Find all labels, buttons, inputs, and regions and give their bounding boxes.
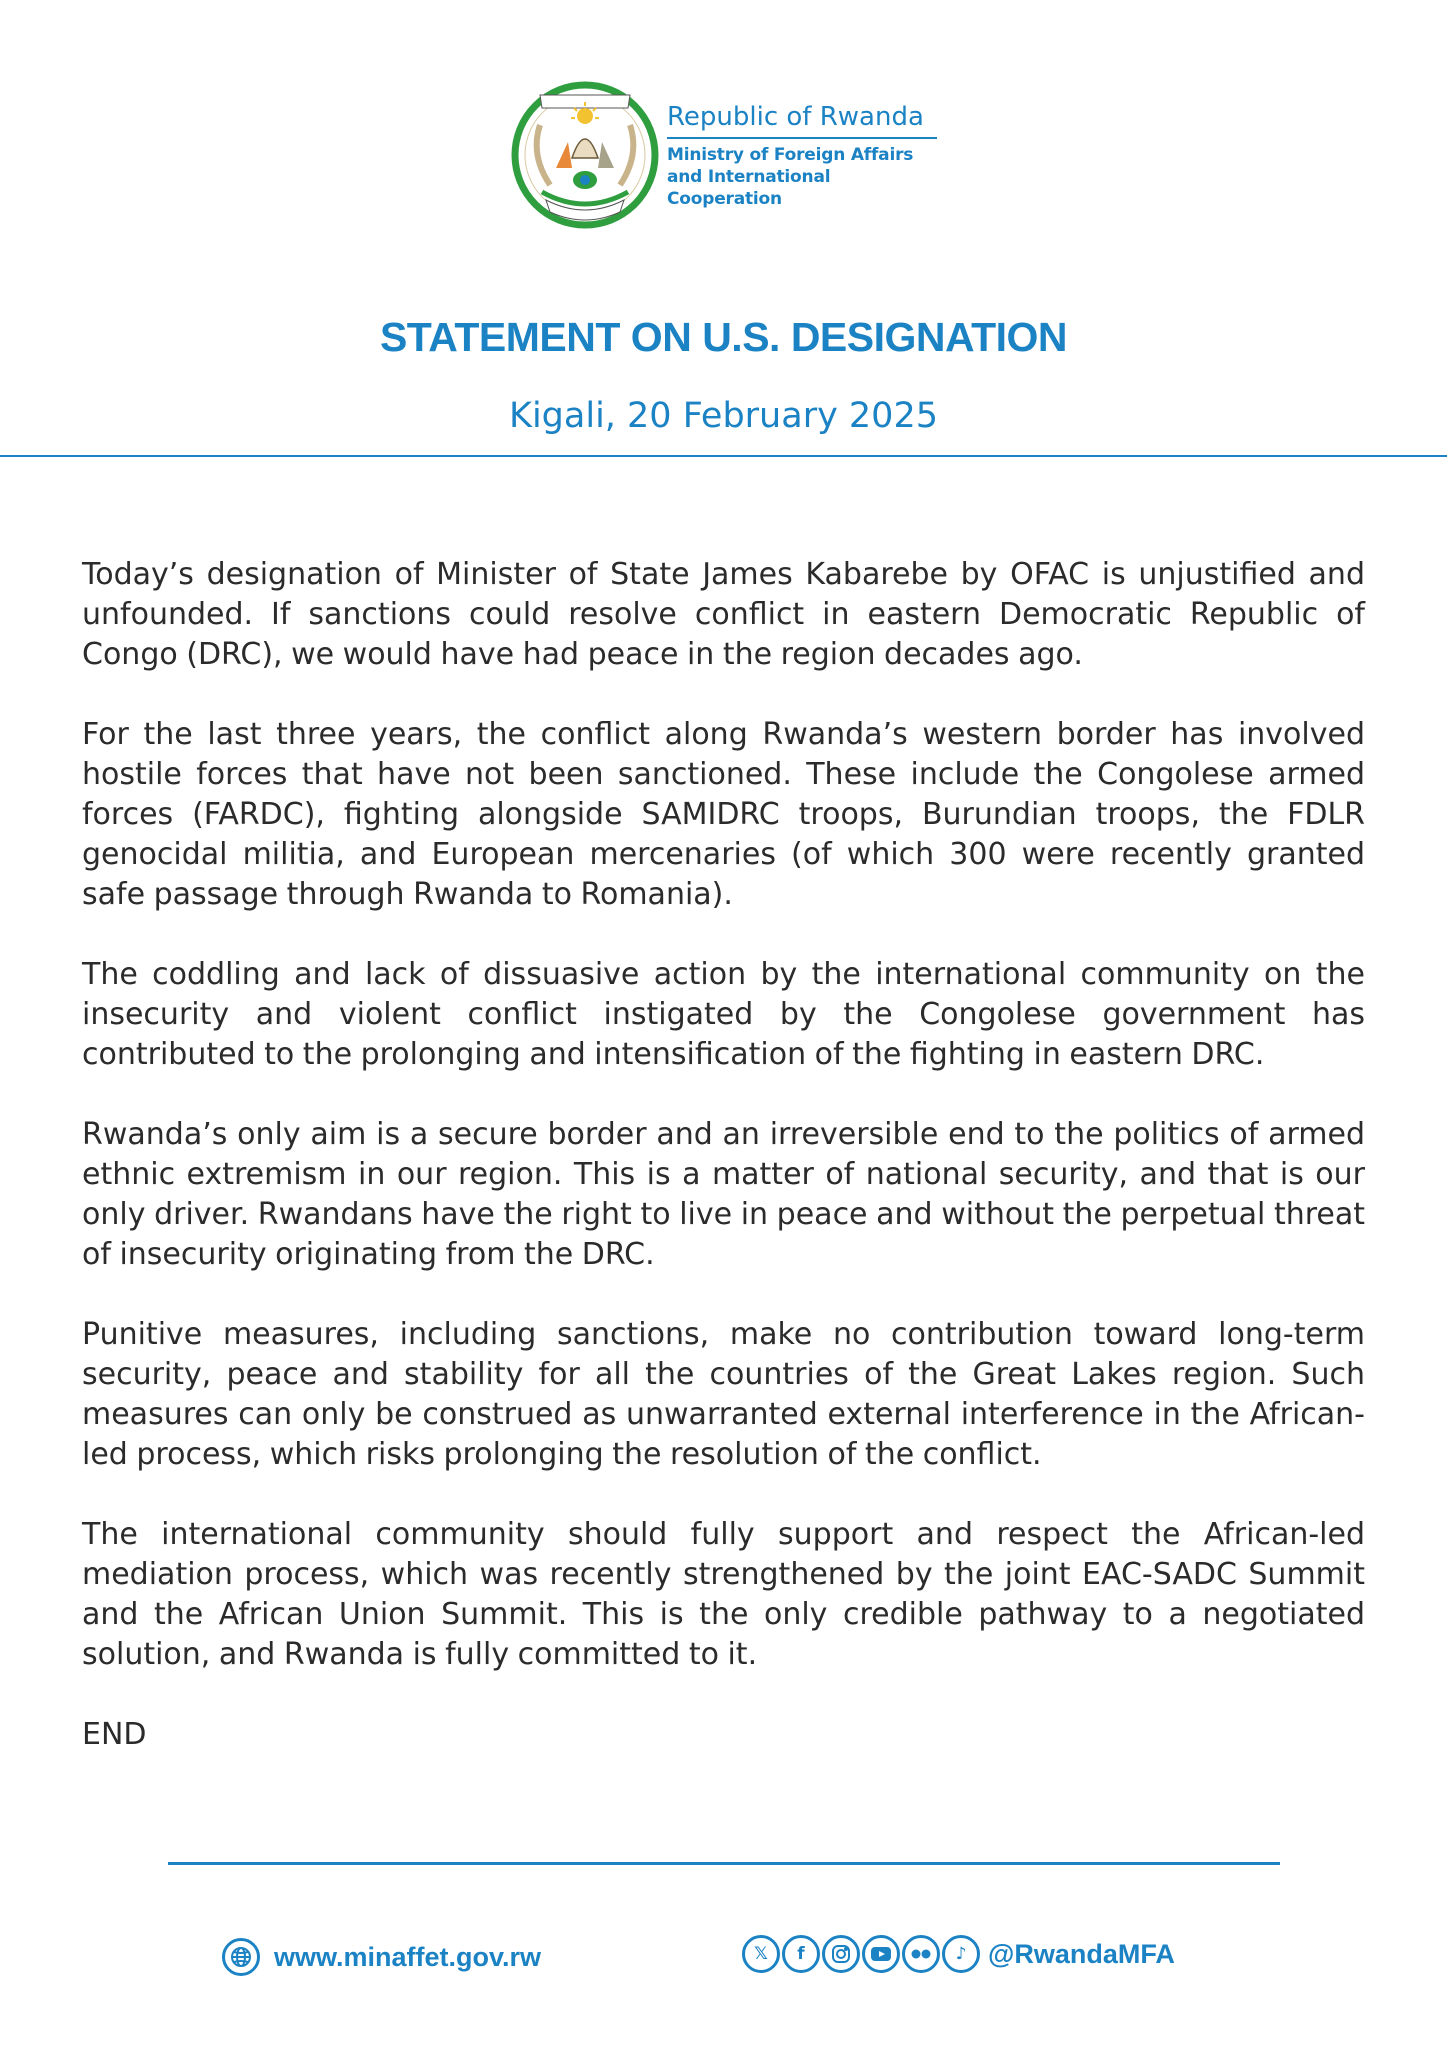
- paragraph-3: The coddling and lack of dissuasive action by the international community on the insecurity and violent conflict instigated by the Congolese government has contributed to the prolonging and intensification of the fighting in eastern DRC.: [82, 957, 1365, 1072]
- youtube-icon[interactable]: [862, 1935, 900, 1973]
- place-date: Kigali, 20 February 2025: [509, 396, 938, 436]
- ministry-name-block: [667, 102, 937, 210]
- letterhead: [0, 80, 1447, 230]
- tiktok-icon[interactable]: ♪: [942, 1935, 980, 1973]
- paragraph-5: Punitive measures, including sanctions, make no contribution toward long-term security, peace and stability for all the countries of the Great Lakes region. Such measures can only be construed as unwarranted external interference in the African-led process, which risks prolonging the resolution of the conflict.: [82, 1317, 1365, 1472]
- social-handle[interactable]: @RwandaMFA: [988, 1938, 1175, 1969]
- paragraph-1: Today’s designation of Minister of State James Kabarebe by OFAC is unjustified and unfounded. If sanctions could resolve conflict in eastern Democratic Republic of Congo (DRC), we would have had peace in the region decades ago.: [82, 557, 1365, 672]
- end-marker: END: [82, 1717, 147, 1752]
- ministry-name-line2: and International Cooperation: [667, 167, 831, 209]
- coat-of-arms-logo: [510, 80, 660, 230]
- x-icon[interactable]: 𝕏: [742, 1935, 780, 1973]
- facebook-icon[interactable]: f: [782, 1935, 820, 1973]
- paragraph-2: For the last three years, the conflict along Rwanda’s western border has involved hostile forces that have not been sanctioned. These include the Congolese armed forces (FARDC), fighting alongside SAMIDRC troops, Burundian troops, the FDLR genocidal militia, and European mercenaries (of which 300 were recently granted safe passage through Rwanda to Romania).: [82, 717, 1365, 912]
- instagram-icon[interactable]: [822, 1935, 860, 1973]
- header-divider: [0, 455, 1447, 457]
- footer-website[interactable]: [222, 1935, 541, 1979]
- statement-title: STATEMENT ON U.S. DESIGNATION: [379, 314, 1068, 360]
- globe-icon: [222, 1938, 260, 1976]
- statement-body: [82, 555, 1365, 1795]
- paragraph-4: Rwanda’s only aim is a secure border and an irreversible end to the politics of armed ethnic extremism in our region. This is a matter of national security, and that is our only driver. Rwandans have the right to live in peace and without the perpetual threat of insecurity originating from the DRC.: [82, 1117, 1365, 1272]
- website-link[interactable]: www.minaffet.gov.rw: [274, 1941, 542, 1972]
- flickr-icon[interactable]: [902, 1935, 940, 1973]
- footer-social: [742, 1931, 1175, 1977]
- paragraph-6: The international community should fully support and respect the African-led mediation process, which was recently strengthened by the joint EAC-SADC Summit and the African Union Summit. This is the only credible pathway to a negotiated solution, and Rwanda is fully committed to it.: [82, 1517, 1365, 1672]
- ministry-name-line1: Ministry of Foreign Affairs: [667, 145, 914, 165]
- country-name: Republic of Rwanda: [667, 102, 937, 139]
- footer-divider: [168, 1862, 1280, 1865]
